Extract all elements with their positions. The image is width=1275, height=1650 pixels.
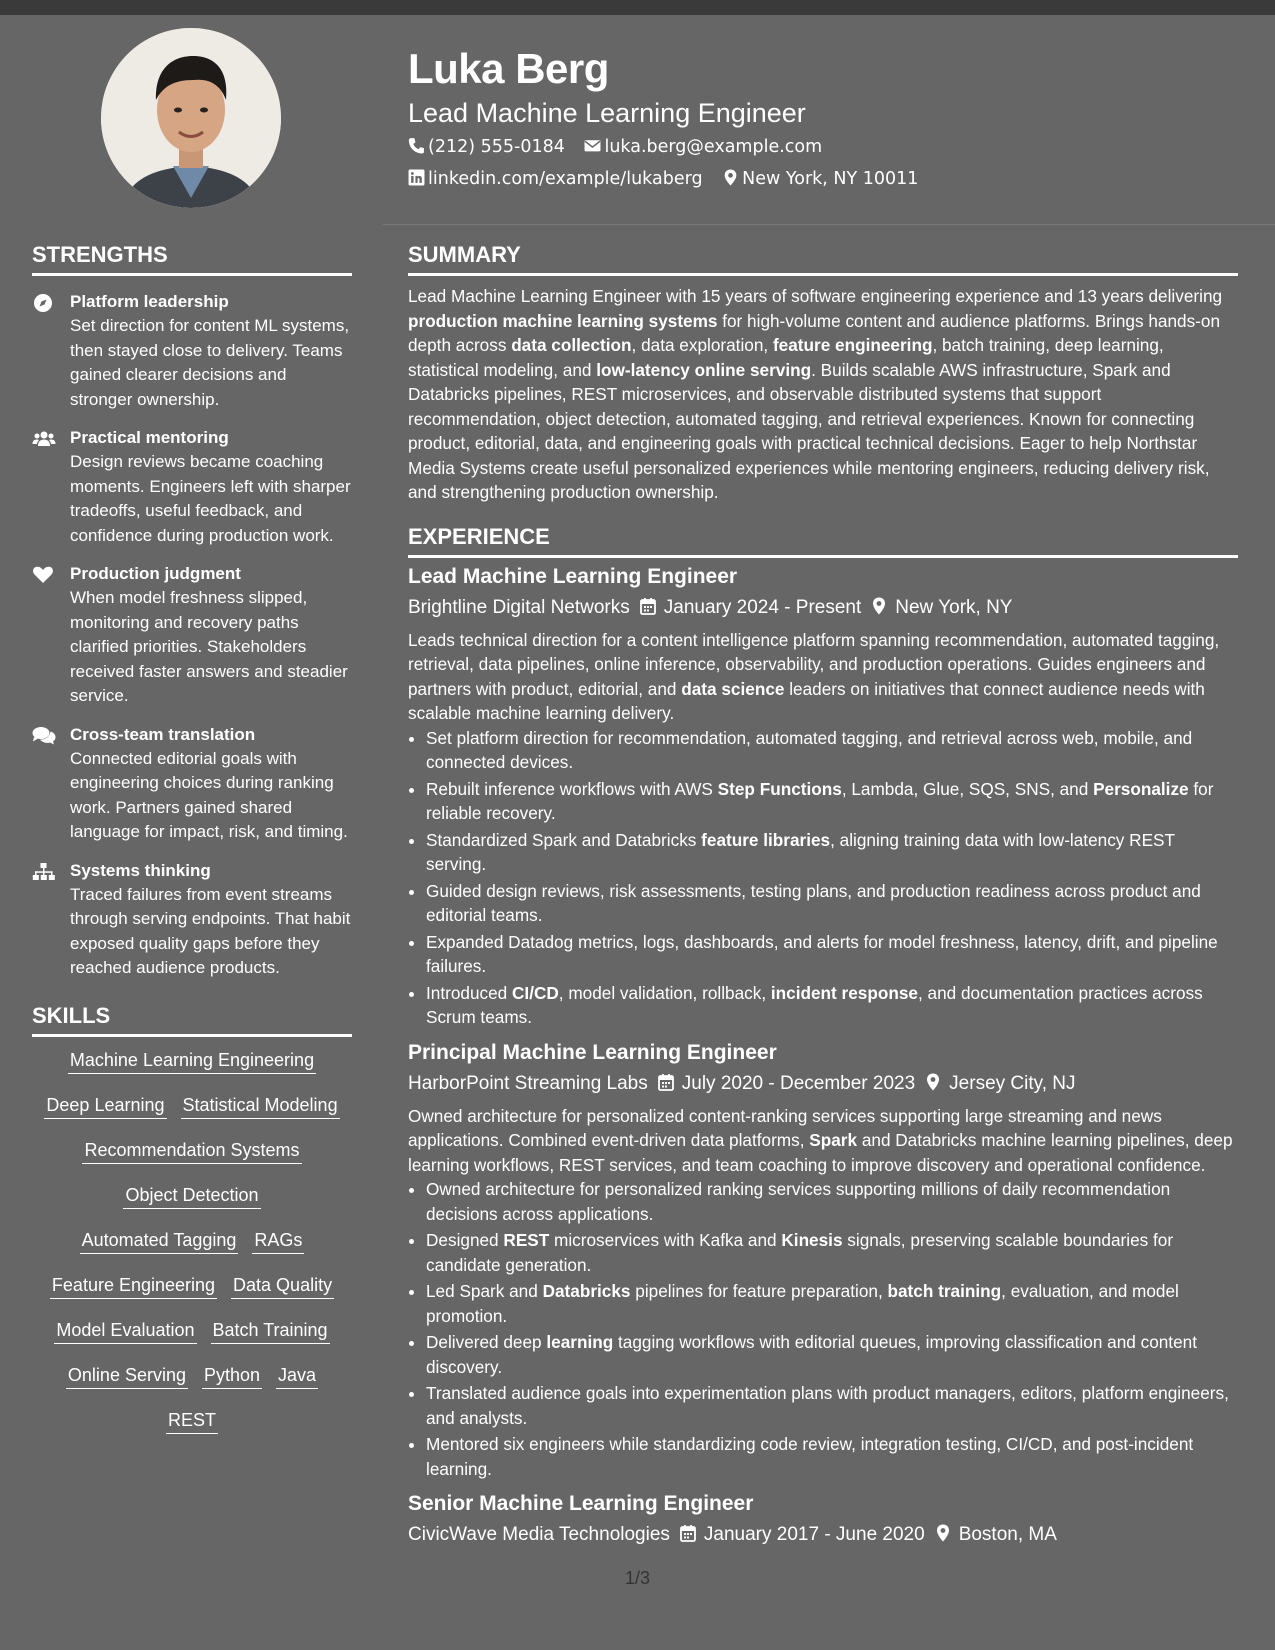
strength-description: When model freshness slipped, monitoring and recovery paths clarified priorities. Stakeholders received faster answers and steadier service. — [70, 588, 348, 705]
strength-description: Traced failures from event streams through serving endpoints. That habit exposed quality gaps before they reached audience products. — [70, 884, 351, 977]
header-divider — [383, 224, 1275, 225]
linkedin-icon — [408, 169, 425, 186]
skill-tag: Data Quality — [231, 1272, 334, 1299]
skill-tag: Model Evaluation — [54, 1317, 196, 1344]
experience-heading: EXPERIENCE — [408, 522, 1238, 558]
candidate-title: Lead Machine Learning Engineer — [408, 98, 806, 128]
right-column — [408, 240, 1238, 1551]
page-number: 1/3 — [624, 1568, 651, 1588]
strength-title: Platform leadership — [70, 292, 229, 311]
company-name: CivicWave Media Technologies — [408, 1524, 670, 1545]
skill-tag: Java — [276, 1362, 318, 1389]
strength-title: Production judgment — [70, 564, 241, 583]
strength-title: Systems thinking — [70, 860, 211, 880]
contact-row-2 — [408, 163, 1248, 195]
location-text: New York, NY 10011 — [742, 169, 919, 189]
calendar-icon — [640, 597, 656, 615]
job-entry — [408, 562, 1238, 1030]
strength-description: Set direction for content ML systems, then stayed close to delivery. Teams gained clearer decisions and stronger ownership. — [70, 316, 350, 409]
job-bullet: • Standardized Spark and Databricks feature libraries, aligning training data with low-latency REST serving. — [426, 828, 1238, 877]
job-description: Leads technical direction for a content intelligence platform spanning recommendation, automated tagging, retrieval, data pipelines, online inference, observability, and production operations. Guides engineers and partners with product, editorial, and data science leaders on initiatives that connect audience needs with scalable machine learning delivery. — [408, 629, 1220, 723]
job-meta — [408, 592, 1238, 624]
envelope-icon — [584, 137, 601, 154]
resume-header — [408, 42, 1248, 195]
job-meta — [408, 1068, 1238, 1100]
skill-tag: Automated Tagging — [80, 1227, 239, 1254]
job-title: Principal Machine Learning Engineer — [408, 1040, 777, 1064]
skills-row — [32, 1092, 352, 1120]
strength-title: Cross-team translation — [70, 724, 256, 744]
skill-tag: Statistical Modeling — [181, 1092, 340, 1119]
phone-item — [408, 137, 570, 157]
skills-row — [32, 1047, 352, 1075]
calendar-icon — [658, 1073, 674, 1091]
job-bullet: • Led Spark and Databricks pipelines for feature preparation, batch training, evaluation, and model promotion. — [426, 1279, 1238, 1328]
phone-icon — [408, 137, 425, 154]
job-meta — [408, 1519, 1238, 1551]
email-item — [584, 137, 822, 157]
job-bullet: • Delivered deep learning tagging workflows with editorial queues, improving classification and content discovery. — [426, 1330, 1238, 1379]
job-bullet: • Mentored six engineers while standardizing code review, integration testing, CI/CD, and post-incident learning. — [426, 1432, 1238, 1481]
skills-row — [32, 1137, 352, 1165]
map-marker-icon — [925, 1073, 941, 1091]
job-bullet: • Owned architecture for personalized ranking services supporting millions of daily recommendation decisions across applications. — [426, 1177, 1238, 1226]
skill-tag: Feature Engineering — [50, 1272, 217, 1299]
linkedin-url[interactable]: linkedin.com/example/lukaberg — [428, 169, 703, 189]
job-bullet: • Rebuilt inference workflows with AWS Step Functions, Lambda, Glue, SQS, SNS, and Personalize for reliable recovery. — [426, 777, 1238, 826]
skills-row — [32, 1272, 352, 1300]
job-bullet: • Set platform direction for recommendation, automated tagging, and retrieval across web, mobile, and connected devices. — [426, 726, 1238, 775]
strength-item — [32, 723, 352, 845]
job-dates: January 2024 - Present — [663, 596, 862, 618]
skills-row — [32, 1182, 352, 1210]
skills-list — [32, 1047, 352, 1435]
strength-item — [32, 562, 352, 709]
map-marker-icon — [722, 169, 739, 186]
skills-row — [32, 1227, 352, 1255]
users-icon — [32, 429, 56, 449]
skills-heading: SKILLS — [32, 1001, 352, 1037]
job-dates: January 2017 - June 2020 — [703, 1524, 925, 1545]
job-dates: July 2020 - December 2023 — [681, 1072, 916, 1094]
phone-number[interactable]: (212) 555-0184 — [428, 137, 565, 157]
skills-row — [32, 1317, 352, 1345]
summary-text: Lead Machine Learning Engineer with 15 years of software engineering experience and 13 years delivering production machine learning systems for high-volume content and audience platforms. Brings hands-on depth across data collection, data exploration, feature engineering, batch training, deep learning, statistical modeling, and low-latency online serving. Builds scalable AWS infrastructure, Spark and Databricks pipelines, REST microservices, and observable distributed systems that support recommendation, object detection, automated tagging, and retrieval experiences. Known for connecting product, editorial, data, and engineering goals with practical technical decisions. Eager to help Northstar Media Systems create useful personalized experiences while mentoring engineers, reducing delivery risk, and strengthening production ownership. — [408, 286, 1223, 502]
summary-heading: SUMMARY — [408, 240, 1238, 276]
job-bullets — [408, 726, 1238, 1030]
strengths-heading: STRENGTHS — [32, 240, 352, 276]
company-name: HarborPoint Streaming Labs — [408, 1072, 648, 1094]
skills-row — [32, 1407, 352, 1435]
job-bullet: • Translated audience goals into experimentation plans with product managers, editors, platform engineers, and analysts. — [426, 1381, 1238, 1430]
skills-row — [32, 1362, 352, 1390]
skill-tag: Batch Training — [211, 1317, 330, 1344]
job-bullets — [408, 1177, 1238, 1481]
location-item — [722, 169, 918, 189]
job-entry — [408, 1489, 1238, 1551]
skill-tag: Object Detection — [123, 1182, 260, 1209]
heart-icon — [32, 565, 56, 585]
strength-item — [32, 859, 352, 981]
job-location: New York, NY — [895, 596, 1013, 618]
contact-row-1 — [408, 131, 1248, 163]
skill-tag: Machine Learning Engineering — [68, 1047, 316, 1074]
skill-tag: REST — [166, 1407, 218, 1434]
job-bullet: • Designed REST microservices with Kafka and Kinesis signals, preserving scalable boundaries for candidate generation. — [426, 1228, 1238, 1277]
job-entry — [408, 1038, 1238, 1482]
compass-icon — [32, 293, 56, 313]
skill-tag: Python — [202, 1362, 262, 1389]
job-location: Jersey City, NJ — [949, 1072, 1076, 1094]
candidate-name: Luka Berg — [408, 45, 609, 92]
left-column — [32, 240, 352, 1452]
skill-tag: Recommendation Systems — [82, 1137, 301, 1164]
job-title: Senior Machine Learning Engineer — [408, 1492, 754, 1515]
email-address[interactable]: luka.berg@example.com — [604, 137, 823, 157]
job-bullet: • Introduced CI/CD, model validation, rollback, incident response, and documentation practices across Scrum teams. — [426, 981, 1238, 1030]
strength-item — [32, 426, 352, 548]
skill-tag: Online Serving — [66, 1362, 188, 1389]
profile-photo — [101, 28, 281, 208]
strength-item — [32, 290, 352, 412]
skill-tag: RAGs — [252, 1227, 304, 1254]
job-bullet: • Expanded Datadog metrics, logs, dashboards, and alerts for model freshness, latency, drift, and pipeline failures. — [426, 930, 1238, 979]
skill-tag: Deep Learning — [44, 1092, 166, 1119]
top-bar — [0, 0, 1275, 15]
sitemap-icon — [32, 862, 56, 882]
job-title: Lead Machine Learning Engineer — [408, 564, 738, 588]
map-marker-icon — [871, 597, 887, 615]
strength-title: Practical mentoring — [70, 428, 229, 447]
job-location: Boston, MA — [958, 1524, 1057, 1545]
comments-icon — [32, 726, 56, 746]
experience-list — [408, 562, 1238, 1552]
strength-description: Connected editorial goals with engineering choices during ranking work. Partners gained shared language for impact, risk, and timing. — [70, 748, 348, 841]
job-bullet: • Guided design reviews, risk assessments, testing plans, and production readiness across product and editorial teams. — [426, 879, 1238, 928]
job-description: Owned architecture for personalized content-ranking services supporting large streaming and news applications. Combined event-driven data platforms, Spark and Databricks machine learning pipelines, deep learning workflows, REST services, and team coaching to improve discovery and operational confidence. — [408, 1105, 1233, 1175]
linkedin-item — [408, 169, 708, 189]
calendar-icon — [680, 1524, 696, 1542]
map-marker-icon — [935, 1524, 951, 1542]
strength-description: Design reviews became coaching moments. Engineers left with sharper tradeoffs, useful feedback, and confidence during production work. — [70, 452, 351, 545]
company-name: Brightline Digital Networks — [408, 596, 630, 618]
